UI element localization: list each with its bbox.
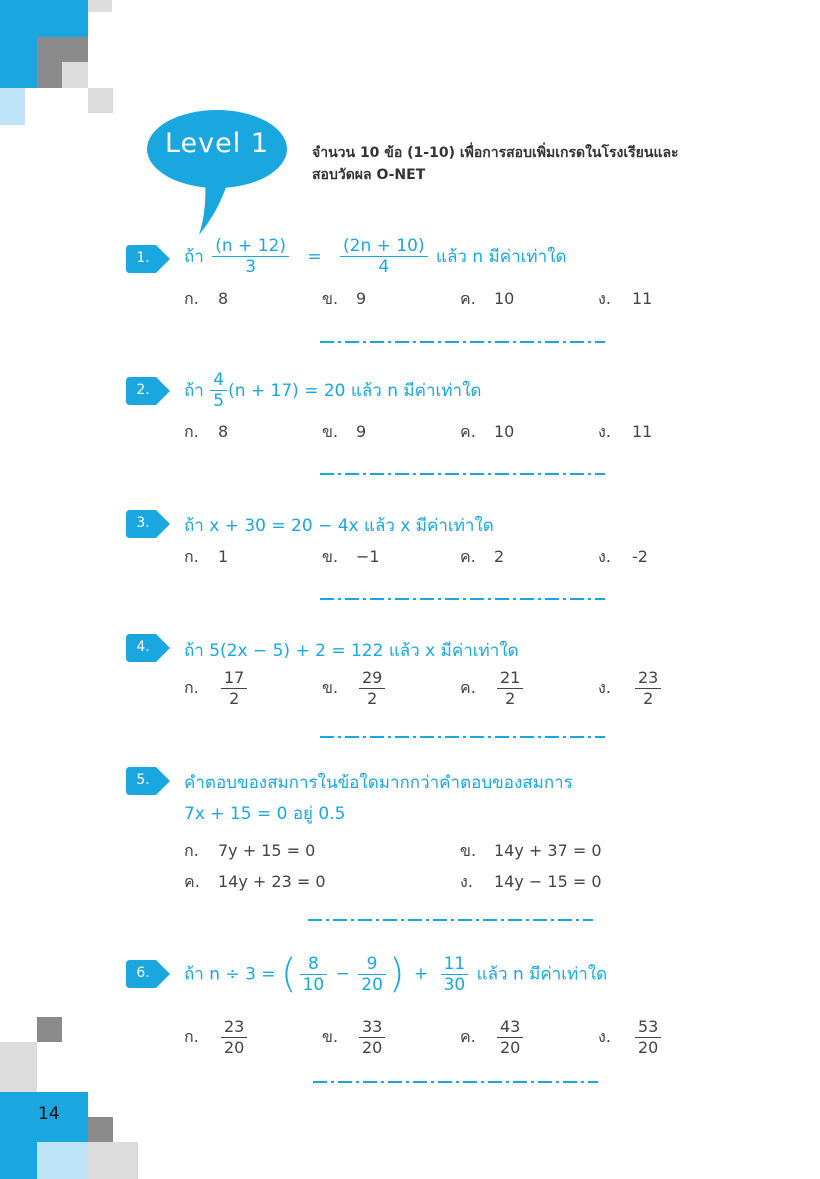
fraction <box>635 668 661 709</box>
fraction <box>359 1017 385 1058</box>
option-label: ง. <box>598 1027 611 1046</box>
option-d[interactable] <box>460 870 602 895</box>
stem-lead: ถ้า <box>184 247 204 267</box>
numerator: (n + 12) <box>212 236 289 257</box>
answer-line[interactable] <box>320 340 605 344</box>
fraction <box>359 668 385 709</box>
question-stem: ถ้า x + 30 = 20 − 4x แล้ว x มีค่าเท่าใด <box>184 516 494 536</box>
option-c[interactable] <box>460 420 514 445</box>
option-value: 8 <box>218 422 229 441</box>
denominator: 20 <box>638 1038 659 1057</box>
numerator: 11 <box>441 954 469 975</box>
question-number: 6. <box>136 965 150 981</box>
fraction <box>358 954 386 995</box>
question-stem <box>184 236 567 277</box>
denominator: 2 <box>229 689 240 708</box>
answer-line[interactable] <box>308 918 593 922</box>
option-d[interactable] <box>598 420 652 445</box>
intro-text <box>312 142 679 186</box>
option-label: ก. <box>184 422 199 441</box>
question-number: 5. <box>136 772 150 788</box>
option-label: ก. <box>184 547 199 566</box>
fraction <box>497 1017 523 1058</box>
option-a[interactable] <box>184 420 228 445</box>
option-value: 7y + 15 = 0 <box>218 841 316 860</box>
option-c[interactable] <box>460 545 504 570</box>
option-value: 9 <box>356 289 367 308</box>
denominator: 20 <box>500 1038 521 1057</box>
stem-line-1: คำตอบของสมการในข้อใดมากกว่าคำตอบของสมการ <box>184 773 573 793</box>
option-b[interactable] <box>322 545 380 570</box>
option-b[interactable] <box>322 1017 388 1058</box>
answer-line[interactable] <box>320 597 605 601</box>
option-label: ข. <box>322 547 339 566</box>
question-stem <box>184 370 481 411</box>
question-stem: ถ้า 5(2x − 5) + 2 = 122 แล้ว x มีค่าเท่าใด <box>184 641 519 661</box>
option-label: ก. <box>184 1027 199 1046</box>
option-value: −1 <box>356 547 380 566</box>
option-value: 14y − 15 = 0 <box>494 872 602 891</box>
option-d[interactable] <box>598 287 652 312</box>
option-label: ข. <box>322 289 339 308</box>
option-value: 11 <box>632 422 653 441</box>
stem-tail: แล้ว n มีค่าเท่าใด <box>436 247 567 267</box>
stem-lead: ถ้า n ÷ 3 = <box>184 964 276 985</box>
option-a[interactable] <box>184 287 228 312</box>
option-label: ค. <box>460 289 476 308</box>
fraction <box>300 954 328 995</box>
denominator: 10 <box>302 974 325 995</box>
denominator: 5 <box>213 391 225 411</box>
option-d[interactable] <box>598 545 648 570</box>
option-label: ง. <box>460 872 473 891</box>
corner-square-light-blue <box>37 1142 88 1179</box>
option-label: ข. <box>322 422 339 441</box>
option-label: ข. <box>322 678 339 697</box>
option-value: -2 <box>632 547 648 566</box>
corner-square-gray <box>88 1117 113 1142</box>
question-number: 1. <box>136 250 150 266</box>
option-label: ง. <box>598 678 611 697</box>
fraction <box>441 954 469 995</box>
option-b[interactable] <box>322 668 388 709</box>
corner-square-light-gray <box>88 1142 138 1179</box>
stem-line-2: 7x + 15 = 0 อยู่ 0.5 <box>184 804 346 824</box>
fraction <box>210 370 227 411</box>
denominator: 2 <box>367 689 378 708</box>
option-label: ค. <box>184 872 200 891</box>
option-d[interactable] <box>598 668 664 709</box>
option-label: ก. <box>184 289 199 308</box>
intro-line-1: จำนวน 10 ข้อ (1-10) เพื่อการสอบเพิ่มเกรดในโรงเรียนและ <box>312 145 679 161</box>
answer-line[interactable] <box>313 1080 598 1084</box>
denominator: 2 <box>505 689 516 708</box>
numerator: 23 <box>221 1017 247 1038</box>
question-number: 4. <box>136 639 150 655</box>
corner-square-light-gray <box>62 62 88 88</box>
option-value: 8 <box>218 289 229 308</box>
numerator: 8 <box>300 954 328 975</box>
level-label: Level 1 <box>164 128 270 159</box>
intro-line-2: สอบวัดผล O-NET <box>312 167 426 183</box>
option-label: ง. <box>598 289 611 308</box>
numerator: (2n + 10) <box>340 236 428 257</box>
corner-square-light-gray <box>88 0 112 12</box>
option-value: 14y + 23 = 0 <box>218 872 326 891</box>
numerator: 9 <box>358 954 386 975</box>
denominator: 4 <box>378 257 390 277</box>
option-b[interactable] <box>322 287 366 312</box>
question-stem <box>184 768 573 830</box>
denominator: 20 <box>362 1038 383 1057</box>
option-c[interactable] <box>184 870 326 895</box>
equals-sign: = <box>307 246 322 267</box>
numerator: 29 <box>359 668 385 689</box>
option-label: ง. <box>598 422 611 441</box>
option-value: 10 <box>494 289 515 308</box>
option-d[interactable] <box>598 1017 664 1058</box>
option-c[interactable] <box>460 1017 526 1058</box>
option-label: ค. <box>460 422 476 441</box>
stem-tail: (n + 17) = 20 แล้ว n มีค่าเท่าใด <box>228 381 482 401</box>
numerator: 33 <box>359 1017 385 1038</box>
corner-square-blue <box>0 1142 37 1179</box>
option-value: 10 <box>494 422 515 441</box>
corner-square-light-gray <box>0 1042 37 1092</box>
fraction <box>497 668 523 709</box>
page-number: 14 <box>38 1104 60 1124</box>
fraction <box>221 1017 247 1058</box>
numerator: 21 <box>497 668 523 689</box>
corner-square-gray <box>37 1017 62 1042</box>
fraction <box>635 1017 661 1058</box>
right-paren: ) <box>388 951 405 997</box>
numerator: 4 <box>210 370 227 391</box>
option-label: ค. <box>460 1027 476 1046</box>
question-number: 3. <box>136 515 150 531</box>
numerator: 23 <box>635 668 661 689</box>
answer-line[interactable] <box>320 735 605 739</box>
plus-sign: + <box>413 964 429 984</box>
fraction <box>212 236 289 277</box>
minus-sign: − <box>335 964 350 984</box>
denominator: 20 <box>361 974 383 995</box>
option-label: ค. <box>460 678 476 697</box>
answer-line[interactable] <box>320 472 605 476</box>
option-a[interactable] <box>184 1017 250 1058</box>
corner-square-light-gray <box>88 88 113 113</box>
numerator: 17 <box>221 668 247 689</box>
question-stem <box>184 951 607 997</box>
option-value: 1 <box>218 547 229 566</box>
option-c[interactable] <box>460 668 526 709</box>
question-number: 2. <box>136 382 150 398</box>
left-paren: ( <box>280 951 297 997</box>
option-c[interactable] <box>460 287 514 312</box>
stem-tail: แล้ว n มีค่าเท่าใด <box>476 964 608 985</box>
option-a[interactable] <box>184 668 250 709</box>
denominator: 2 <box>643 689 654 708</box>
option-label: ข. <box>460 841 477 860</box>
option-label: ค. <box>460 547 476 566</box>
corner-square-light-blue <box>0 88 25 125</box>
fraction <box>221 668 247 709</box>
option-b[interactable] <box>460 839 602 864</box>
option-a[interactable] <box>184 545 228 570</box>
option-label: ง. <box>598 547 611 566</box>
option-label: ก. <box>184 678 199 697</box>
option-value: 11 <box>632 289 653 308</box>
denominator: 3 <box>245 257 257 277</box>
option-label: ก. <box>184 841 199 860</box>
denominator: 20 <box>224 1038 245 1057</box>
stem-lead: ถ้า <box>184 381 204 401</box>
numerator: 53 <box>635 1017 661 1038</box>
option-value: 2 <box>494 547 505 566</box>
denominator: 30 <box>443 974 466 995</box>
fraction <box>340 236 428 277</box>
option-a[interactable] <box>184 839 315 864</box>
option-label: ข. <box>322 1027 339 1046</box>
option-value: 9 <box>356 422 367 441</box>
option-b[interactable] <box>322 420 366 445</box>
option-value: 14y + 37 = 0 <box>494 841 602 860</box>
numerator: 43 <box>497 1017 523 1038</box>
